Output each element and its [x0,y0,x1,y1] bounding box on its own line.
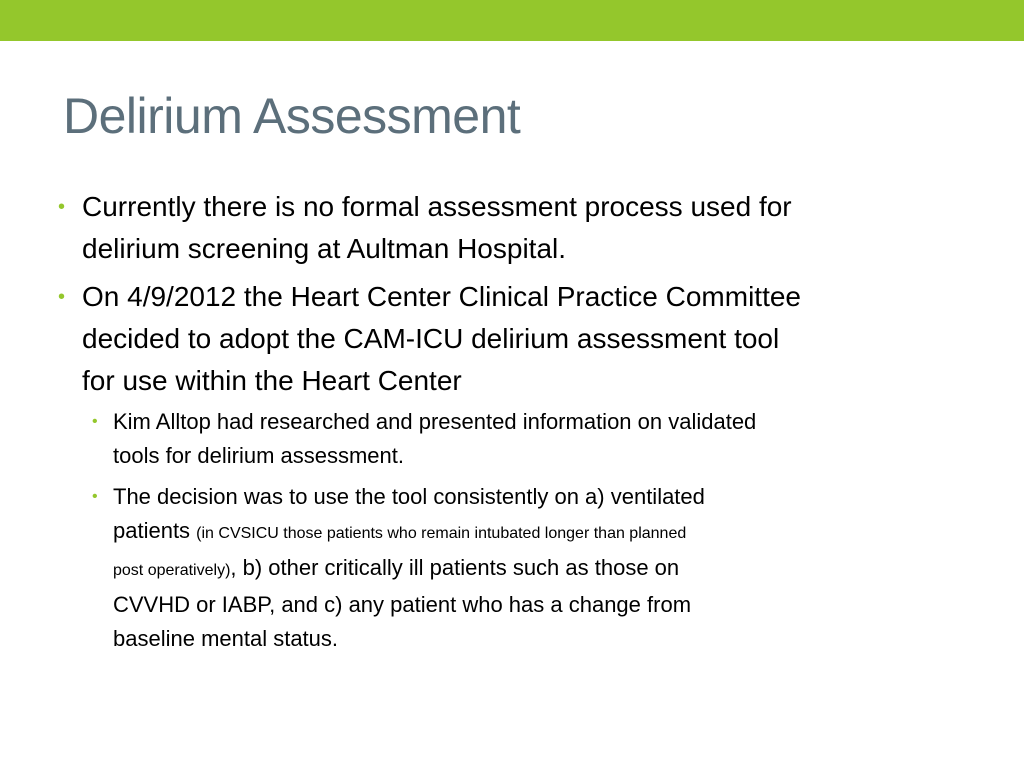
sub-bullet-2-line-2-small: (in CVSICU those patients who remain intubated longer than planned [196,525,687,542]
slide-title: Delirium Assessment [63,88,521,144]
sub-bullet-1-line-1: Kim Alltop had researched and presented information on validated [113,409,757,434]
sub-bullet-item-1 [92,405,973,473]
sub-bullet-dot-icon: • [92,488,98,505]
bullet-2-line-3: for use within the Heart Center [82,365,462,396]
bullet-1-line-2: delirium screening at Aultman Hospital. [82,233,567,264]
sub-bullet-2-line-5: baseline mental status. [113,626,339,651]
sub-bullet-2-line-2 [113,514,973,551]
sub-bullet-2-line-3-main: , b) other critically ill patients such as those on [230,555,680,580]
sub-bullet-2-line-4: CVVHD or IABP, and c) any patient who has a change from [113,592,692,617]
bullet-item-1 [58,186,972,270]
sub-bullet-1-line-2: tools for delirium assessment. [113,443,404,468]
sub-bullet-dot-icon: • [92,413,98,430]
bullet-dot-icon: • [58,286,66,308]
sub-bullet-2-line-2-main: patients [113,518,197,543]
bullet-2-line-2: decided to adopt the CAM-ICU delirium assessment tool [82,323,780,354]
sub-bullet-2-line-1: The decision was to use the tool consistently on a) ventilated [113,484,705,509]
bullet-1-line-1: Currently there is no formal assessment process used for [82,191,792,222]
bullet-item-2 [58,276,972,402]
sub-bullet-item-2 [92,480,973,656]
bullet-2-line-1: On 4/9/2012 the Heart Center Clinical Practice Committee [82,281,801,312]
accent-top-bar [0,0,1024,41]
sub-bullet-2-line-3 [113,551,973,588]
bullet-dot-icon: • [58,196,66,218]
sub-bullet-2-line-3-small: post operatively) [113,562,231,579]
